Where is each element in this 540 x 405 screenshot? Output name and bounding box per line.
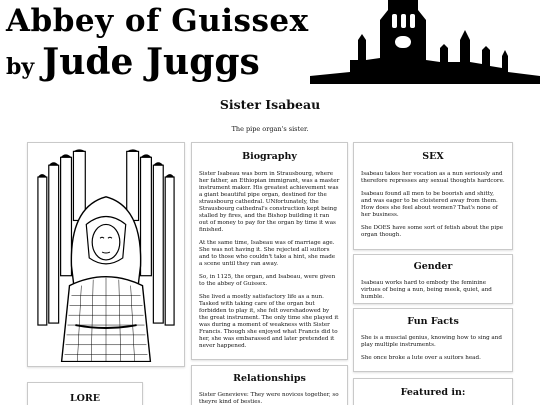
gender-card [353,254,513,304]
page-title: Sister Isabeau [219,97,321,112]
fun-facts-card [353,308,513,372]
sex-paragraph: Isabeau found all men to be boorish and shitty, and was eager to be cloistered away from them. How does she feel about women? That's none of her business. [361,191,498,218]
character-portrait [32,147,180,362]
lore-card [27,382,143,405]
biography-paragraph: Sister Isabeau was born in Strausbourg, where her father, an Ethiopian immigrant, was a master instrument maker. His greatest achievement was a giant beautiful pipe organ, destined for the strausbourg cathedral. UNfortunately, the Strausbourg cathedral's construction kept being stalled by fires, and the Bishop building it ran out of money to pay for the organ by time it was finished. [199,171,340,233]
gender-text: Isabeau works hard to embody the feminine virtues of being a nun, being meek, quiet, and humble. [361,280,492,300]
fun-fact-item: She is a muscial genius, knowing how to sing and play multiple instruments. [361,335,502,348]
biography-card [191,142,348,360]
lore-heading: LORE [69,393,101,404]
character-portrait-card [27,142,185,367]
sex-heading: SEX [422,151,444,162]
biography-paragraph: So, in 1125, the organ, and Isabeau, were given to the abbey of Guissex. [199,274,336,287]
biography-paragraph: She lived a mostly satisfactory life as a nun. Tasked with taking care of the organ but forbidden to play it, she felt overshadowed by the great instrument. The only time she played it was during a moment of weakness with Sister Francis. Though she enjoyed what Francis did to her, she was embarassed and later pretended it never happened. [199,294,339,349]
author-name[interactable]: Jude Juggs [42,41,260,83]
gender-heading: Gender [413,261,453,272]
skyline-silhouette [310,0,540,84]
sex-paragraph: Isabeau takes her vocation as a nun seriously and therefore represses any sexual thoughts hardcore. [361,171,505,184]
page-subtitle: The pipe organ's sister. [231,125,309,133]
biography-paragraph: At the same time, Isabeau was of marriage age. She was not having it. She rejected all suitors and to those who couldn't take a hint, she made a scene until they ran away. [199,240,336,267]
sex-card [353,142,513,250]
site-header [0,0,540,88]
fun-facts-heading: Fun Facts [407,316,459,327]
featured-in-heading: Featured in: [400,387,466,398]
relationships-heading: Relationships [233,373,306,384]
fun-fact-item: She once broke a lute over a suitors head. [361,355,481,361]
site-title[interactable]: Abbey of Guissex [6,3,309,39]
relationships-text: Sister Genevieve: They were novices together, so theyre kind of besties. [199,392,339,405]
featured-in-card [353,378,513,405]
byline-by: by [6,54,35,80]
relationships-card [191,365,348,405]
sex-paragraph: She DOES have some sort of fetish about the pipe organ though. [361,225,504,238]
biography-heading: Biography [242,151,297,162]
byline [6,40,260,91]
